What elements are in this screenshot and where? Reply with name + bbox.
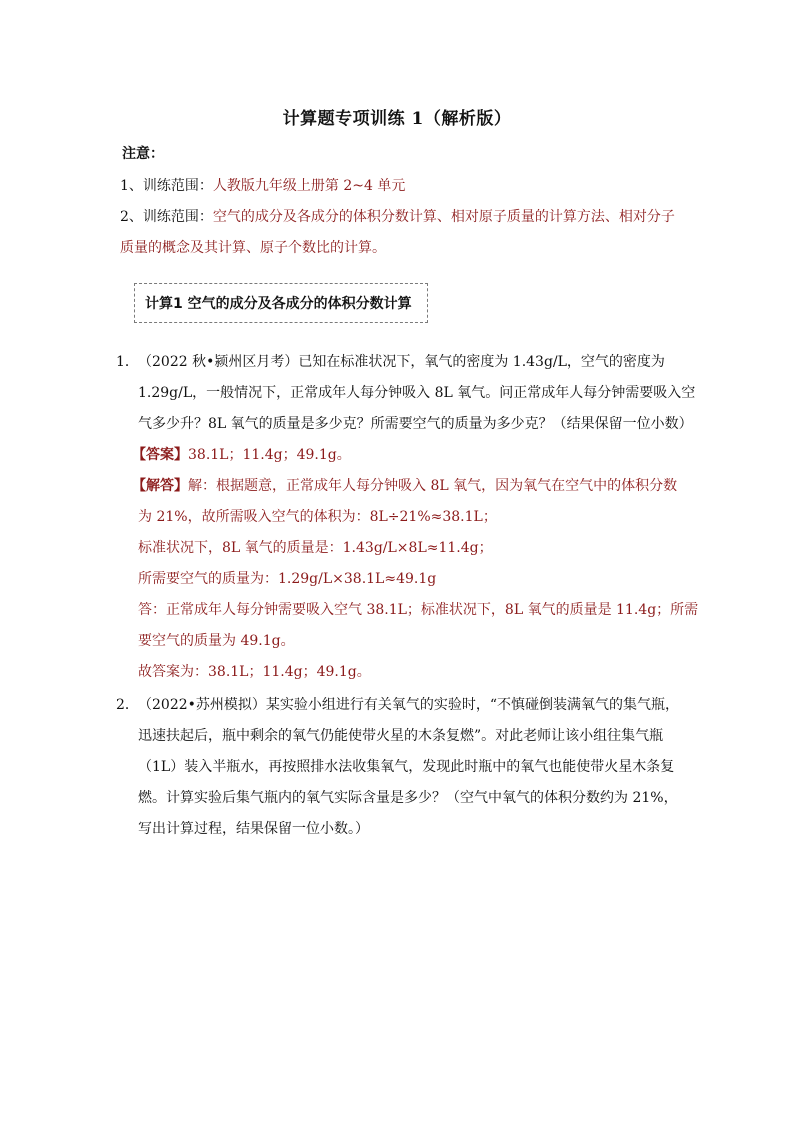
q2-number: 2． xyxy=(116,697,139,713)
analysis-line-4: 所需要空气的质量为：1.29g/L×38.1L≈49.1g xyxy=(138,571,437,587)
notice-item-1 xyxy=(120,176,405,196)
answer-text: 38.1L；11.4g；49.1g。 xyxy=(188,447,351,463)
q1-line-3: 气多少升？8L 氧气的质量是多少克？所需要空气的质量为多少克？（结果保留一位小数） xyxy=(138,416,693,432)
notice-item-2-text-line1: 空气的成分及各成分的体积分数计算、相对原子质量的计算方法、相对分子 xyxy=(212,209,675,225)
q2-line-1: （2022•苏州模拟）某实验小组进行有关氧气的实验时，“不慎碰倒装满氧气的集气瓶， xyxy=(138,697,680,713)
notice-item-1-text: 人教版九年级上册第 2~4 单元 xyxy=(212,178,406,194)
q1-line-1: （2022 秋•颍州区月考）已知在标准状况下，氧气的密度为 1.43g/L，空气的密度为 xyxy=(138,354,665,370)
q1-number: 1． xyxy=(116,354,139,370)
analysis-line-1: 解：根据题意，正常成年人每分钟吸入 8L 氧气，因为氧气在空气中的体积分数 xyxy=(188,478,678,494)
q2-line-3: （1L）装入半瓶水，再按照排水法收集氧气，发现此时瓶中的氧气也能使带火星木条复 xyxy=(138,759,675,775)
analysis-line-3: 标准状况下，8L 氧气的质量是：1.43g/L×8L≈11.4g； xyxy=(138,540,493,556)
q1-analysis-1 xyxy=(132,476,677,496)
section-box xyxy=(134,283,428,323)
notice-item-2-text-line2: 质量的概念及其计算、原子个数比的计算。 xyxy=(120,240,386,256)
analysis-line-5: 答：正常成年人每分钟需要吸入空气 38.1L；标准状况下，8L 氧气的质量是 11.4g；所需 xyxy=(138,602,699,618)
notice-item-2 xyxy=(120,207,675,227)
q1-final-answer: 故答案为：38.1L；11.4g；49.1g。 xyxy=(138,664,371,680)
q2-line-4: 燃。计算实验后集气瓶内的氧气实际含量是多少？（空气中氧气的体积分数约为 21%， xyxy=(138,790,678,806)
q1-answer xyxy=(132,445,351,465)
q2-line-2: 迅速扶起后，瓶中剩余的氧气仍能使带火星的木条复燃”。对此老师让该小组往集气瓶 xyxy=(138,728,664,744)
answer-tag: 【答案】 xyxy=(132,447,188,463)
analysis-line-6: 要空气的质量为 49.1g。 xyxy=(138,633,295,649)
q1-line-2: 1.29g/L，一般情况下，正常成年人每分钟吸入 8L 氧气。问正常成年人每分钟需要吸入空 xyxy=(138,385,696,401)
analysis-line-2: 为 21%，故所需吸入空气的体积为：8L÷21%≈38.1L； xyxy=(138,509,497,525)
page-title: 计算题专项训练 1（解析版） xyxy=(282,109,512,129)
notice-item-1-prefix: 1、训练范围： xyxy=(120,178,213,194)
notice-label: 注意： xyxy=(122,146,164,162)
notice-item-2-prefix: 2、训练范围： xyxy=(120,209,213,225)
section-label: 计算1 空气的成分及各成分的体积分数计算 xyxy=(145,296,412,312)
analysis-tag: 【解答】 xyxy=(132,478,188,494)
q2-line-5: 写出计算过程，结果保留一位小数。） xyxy=(138,821,369,837)
